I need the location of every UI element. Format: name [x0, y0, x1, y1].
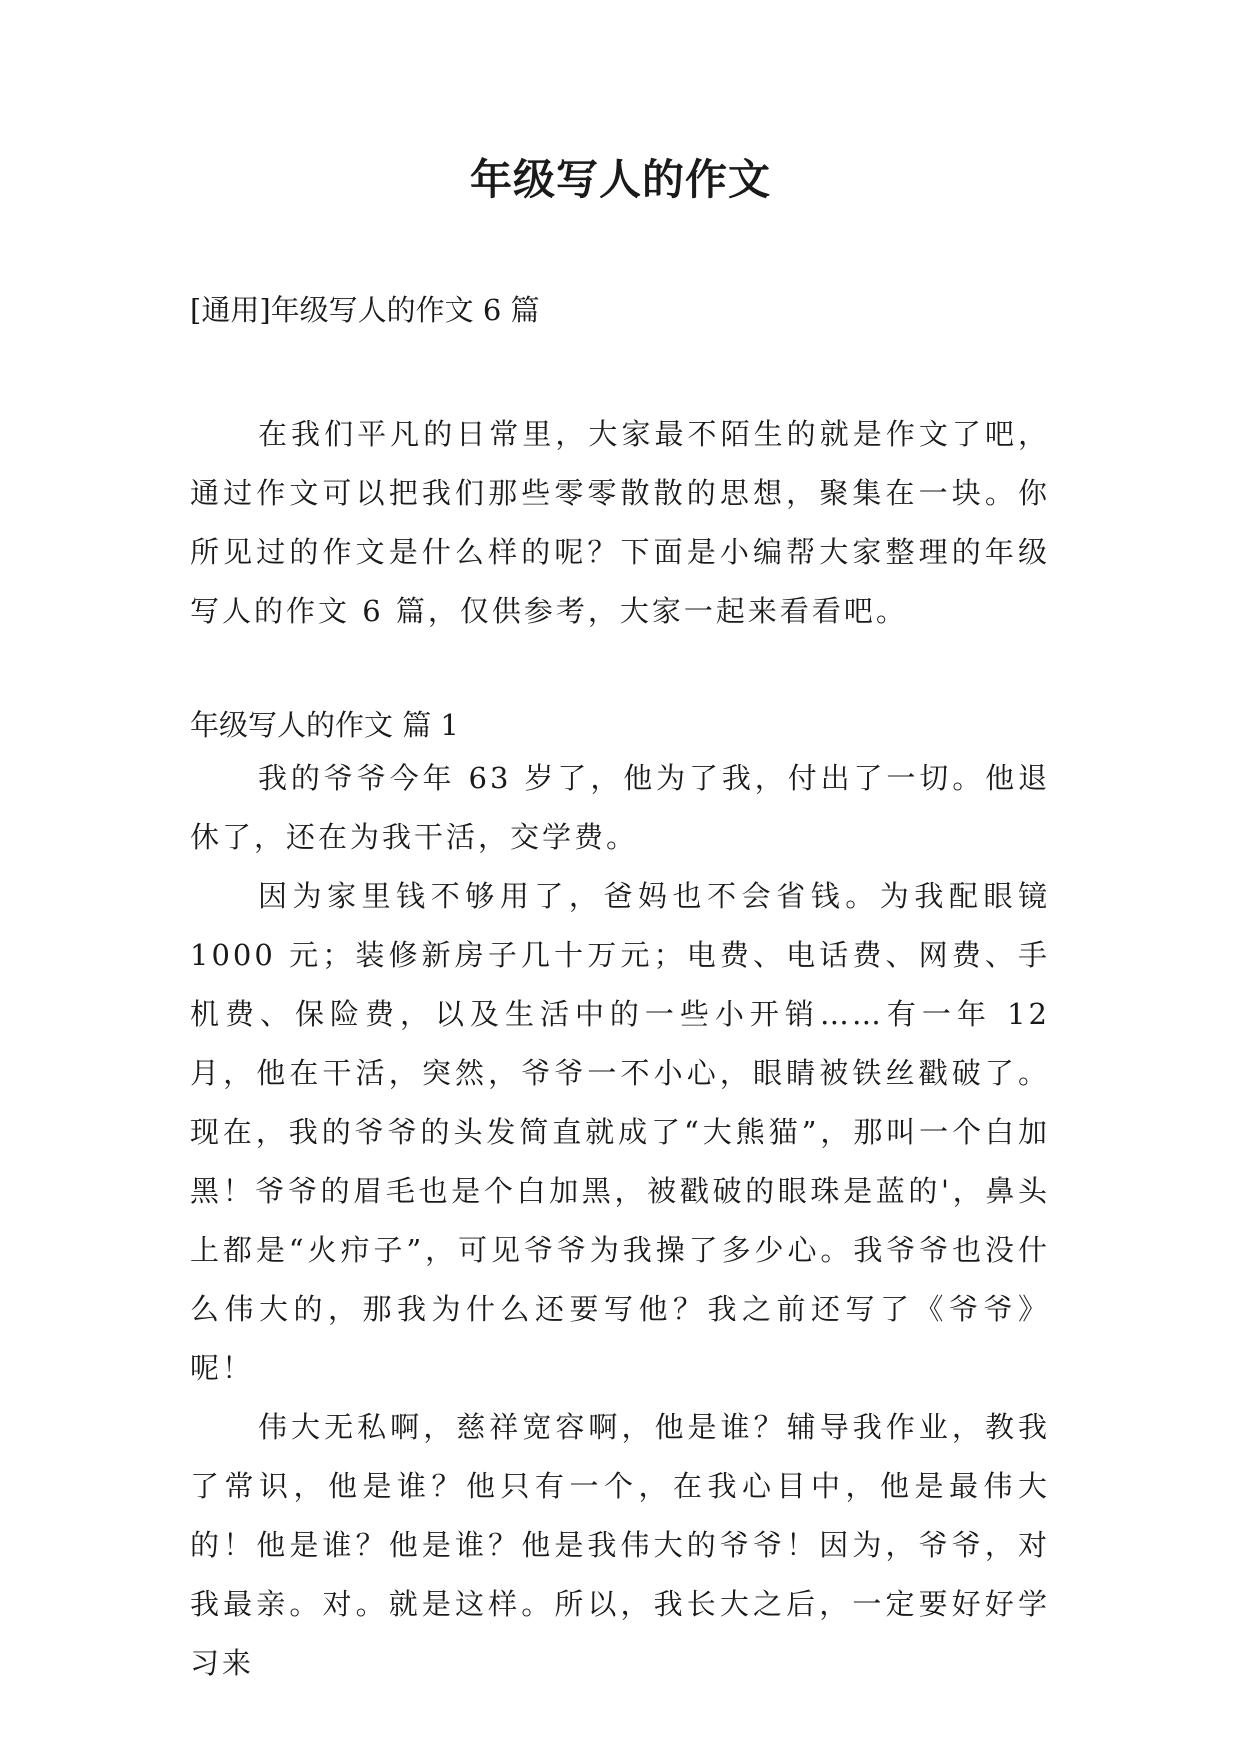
article-paragraph: 伟大无私啊，慈祥宽容啊，他是谁？辅导我作业，教我了常识，他是谁？他只有一个，在我心目中，他是最伟大的！他是谁？他是谁？他是我伟大的爷爷！因为，爷爷，对我最亲。对。就是这样。所以，我长大之后，一定要好好学习来: [190, 1410, 1050, 1680]
document-subtitle: [通用]年级写人的作文 6 篇: [190, 293, 540, 327]
intro-paragraph: 在我们平凡的日常里，大家最不陌生的就是作文了吧，通过作文可以把我们那些零零散散的思想，聚集在一块。你所见过的作文是什么样的呢？下面是小编帮大家整理的年级写人的作文 6 篇，仅供参考，大家一起来看看吧。: [190, 417, 1050, 628]
article-body: [190, 749, 1050, 1693]
document-title: 年级写人的作文: [469, 155, 771, 204]
article-paragraph: 我的爷爷今年 63 岁了，他为了我，付出了一切。他退休了，还在为我干活，交学费。: [190, 761, 1050, 854]
article-paragraph: 因为家里钱不够用了，爸妈也不会省钱。为我配眼镜 1000 元；装修新房子几十万元；电费、电话费、网费、手机费、保险费，以及生活中的一些小开销……有一年 12 月，他在干活，突然，爷爷一不小心，眼睛被铁丝戳破了。现在，我的爷爷的头发简直就成了“大熊猫”，那叫一个白加黑！爷爷的眉毛也是个白加黑，被戳破的眼珠是蓝的'，鼻头上都是“火疖子”，可见爷爷为我操了多少心。我爷爷也没什么伟大的，那我为什么还要写他？我之前还写了《爷爷》呢！: [190, 879, 1050, 1385]
section-heading: 年级写人的作文 篇 1: [190, 708, 459, 742]
